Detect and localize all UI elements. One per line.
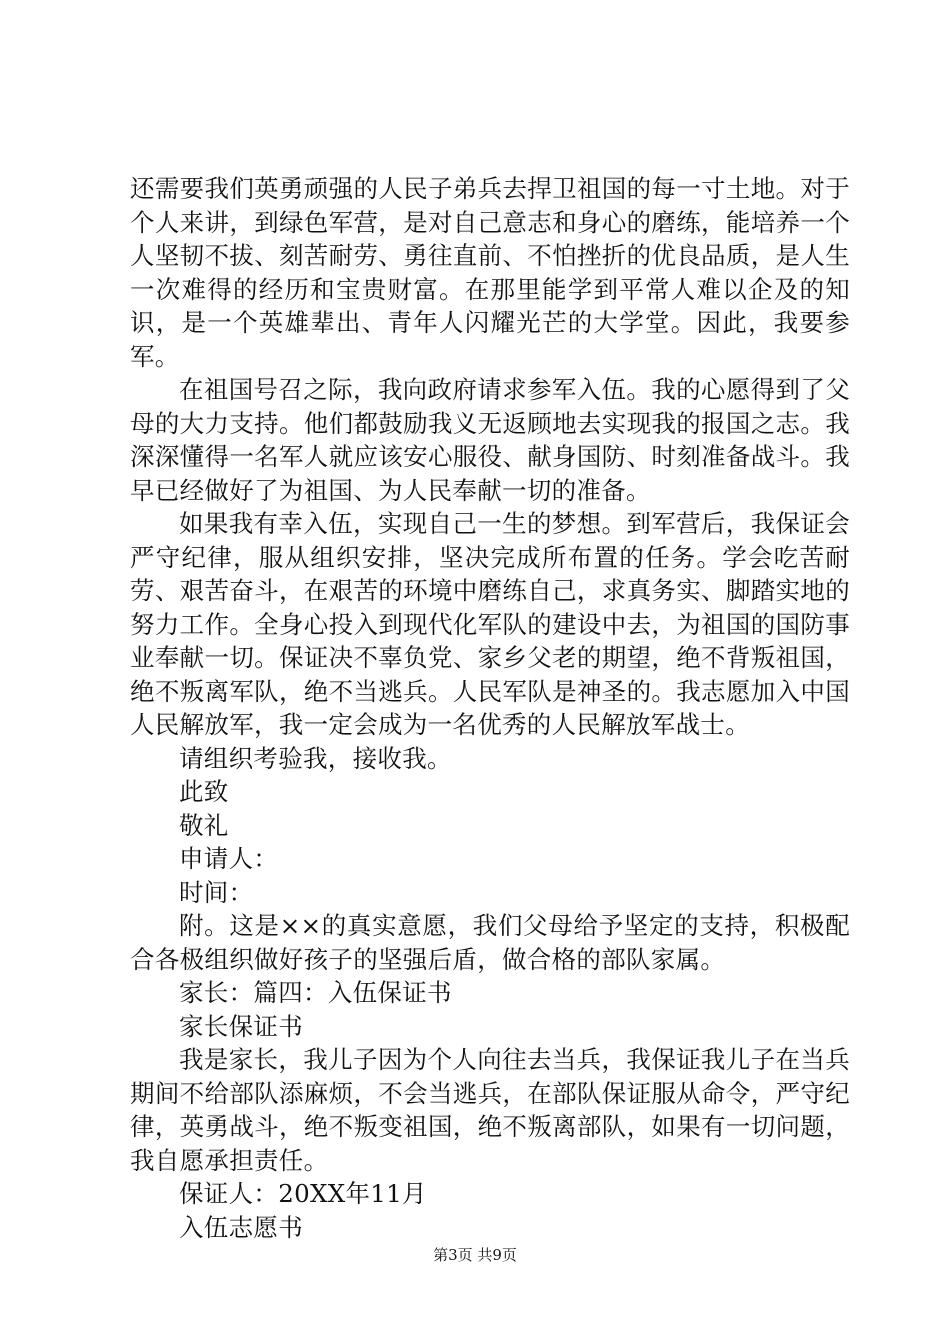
date-label: 时间： xyxy=(179,877,254,907)
page-indicator: 第3页 共9页 xyxy=(433,1246,517,1264)
parent-section-heading: 家长：篇四：入伍保证书 xyxy=(179,978,452,1007)
paragraph-pledge: 如果我有幸入伍，实现自己一生的梦想。到军营后，我保证会严守纪律，服从组织安排，坚决完成所布置的任务。学会吃苦耐劳、艰苦奋斗，在艰苦的环境中磨练自己，求真务实、脚踏实地的努力工作。全身心投入到现代化军队的建设中去，为祖国的国防事业奉献一切。保证决不辜负党、家乡父老的期望，绝不背叛祖国，绝不叛离军队，绝不当逃兵。人民军队是神圣的。我志愿加入中国人民解放军，我一定会成为一名优秀的人民解放军战士。 xyxy=(130,509,850,739)
paragraph-appendix: 附。这是××的真实意愿，我们父母给予坚定的支持，积极配合各极组织做好孩子的坚强后盾，做合格的部队家属。 xyxy=(130,911,850,974)
paragraph-parent-guarantee: 我是家长，我儿子因为个人向往去当兵，我保证我儿子在当兵期间不给部队添麻烦，不会当逃兵，在部队保证服从命令，严守纪律，英勇战斗，绝不叛变祖国，绝不叛离部队，如果有一切问题，我自愿承担责任。 xyxy=(130,1045,850,1175)
next-section-title: 入伍志愿书 xyxy=(179,1212,303,1242)
document-body xyxy=(130,172,850,1244)
parent-guarantee-title: 家长保证书 xyxy=(179,1011,303,1041)
closing-salutation: 此致 xyxy=(179,777,229,806)
applicant-label: 申请人： xyxy=(179,844,279,873)
paragraph-reasons-continued: 还需要我们英勇顽强的人民子弟兵去捍卫祖国的每一寸土地。对于个人来讲，到绿色军营，是对自己意志和身心的磨练，能培养一个人坚韧不拔、刻苦耐劳、勇往直前、不怕挫折的优良品质，是人生一次难得的经历和宝贵财富。在那里能学到平常人难以企及的知识，是一个英雄辈出、青年人闪耀光芒的大学堂。因此，我要参军。 xyxy=(130,174,850,371)
paragraph-request: 请组织考验我，接收我。 xyxy=(179,743,452,773)
closing-regards: 敬礼 xyxy=(179,810,229,840)
page-footer xyxy=(0,1245,950,1265)
guarantor-line: 保证人：20XX年11月 xyxy=(179,1179,427,1208)
paragraph-parents-support: 在祖国号召之际，我向政府请求参军入伍。我的心愿得到了父母的大力支持。他们都鼓励我义无返顾地去实现我的报国之志。我深深懂得一名军人就应该安心服役、献身国防、时刻准备战斗。我早已经做好了为祖国、为人民奉献一切的准备。 xyxy=(130,375,850,505)
